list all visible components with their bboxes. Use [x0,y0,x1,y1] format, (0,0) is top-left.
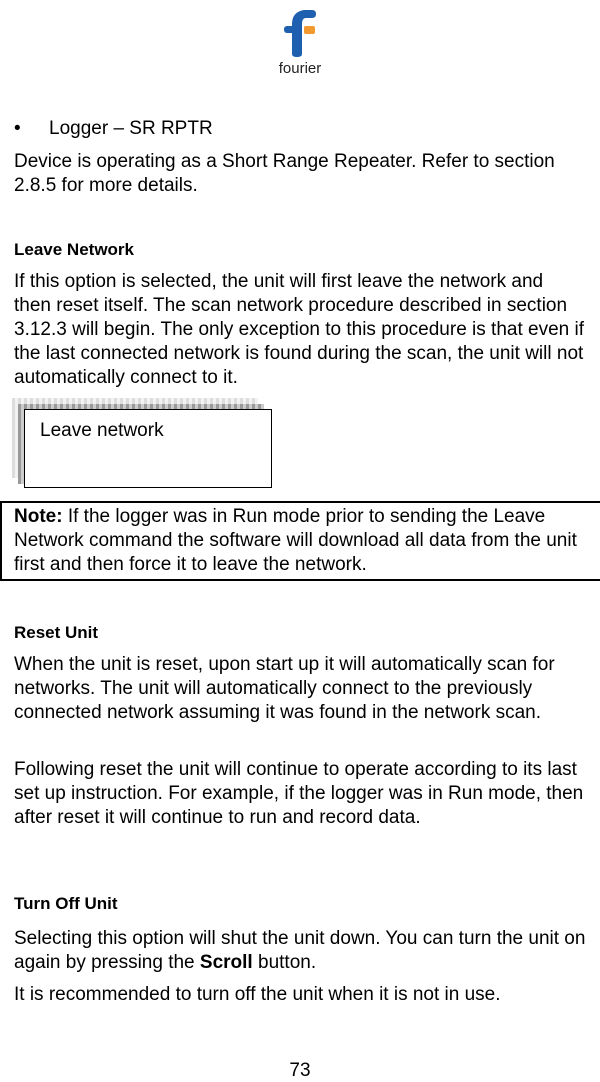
turn-off-body-2: It is recommended to turn off the unit when it is not in use. [14,984,501,1005]
page-number: 73 [289,1060,311,1081]
heading-leave-network: Leave Network [14,240,134,259]
bullet-text: Logger – SR RPTR [49,118,213,139]
device-screen [24,409,272,488]
bullet-description: Device is operating as a Short Range Repeater. Refer to section 2.8.5 for more details. [14,151,555,196]
heading-reset-unit: Reset Unit [14,623,99,642]
reset-unit-body-1: When the unit is reset, upon start up it will automatically scan for networks. The unit will automatically connect to the previously connected network assuming it was found in the network scan. [14,654,555,723]
turn-off-text-end: button. [252,952,317,973]
turn-off-text: Selecting this option will shut the unit down. You can turn the unit on again by pressing the [14,928,586,973]
fourier-logo [270,2,330,80]
note-text: If the logger was in Run mode prior to sending the Leave Network command the software will download all data from the unit first and then force it to leave the network. [14,506,577,575]
reset-unit-body-2: Following reset the unit will continue to operate according to its last set up instruction. For example, if the logger was in Run mode, then after reset it will continue to run and record data. [14,759,584,828]
leave-network-body: If this option is selected, the unit will first leave the network and then reset itself. The scan network procedure described in section 3.12.3 will begin. The only exception to this procedure is that even if the last connected network is found during the scan, the unit will not automatically connect to it. [14,271,584,388]
heading-turn-off-unit: Turn Off Unit [14,894,118,913]
note-label: Note: [14,506,63,527]
scroll-button-label: Scroll [199,952,253,973]
logo-text: fourier [278,60,322,77]
note-box [0,501,600,581]
turn-off-body [14,927,589,975]
screen-label: Leave network [40,420,164,441]
bullet-symbol: • [14,118,21,139]
fourier-f-icon [270,2,330,60]
